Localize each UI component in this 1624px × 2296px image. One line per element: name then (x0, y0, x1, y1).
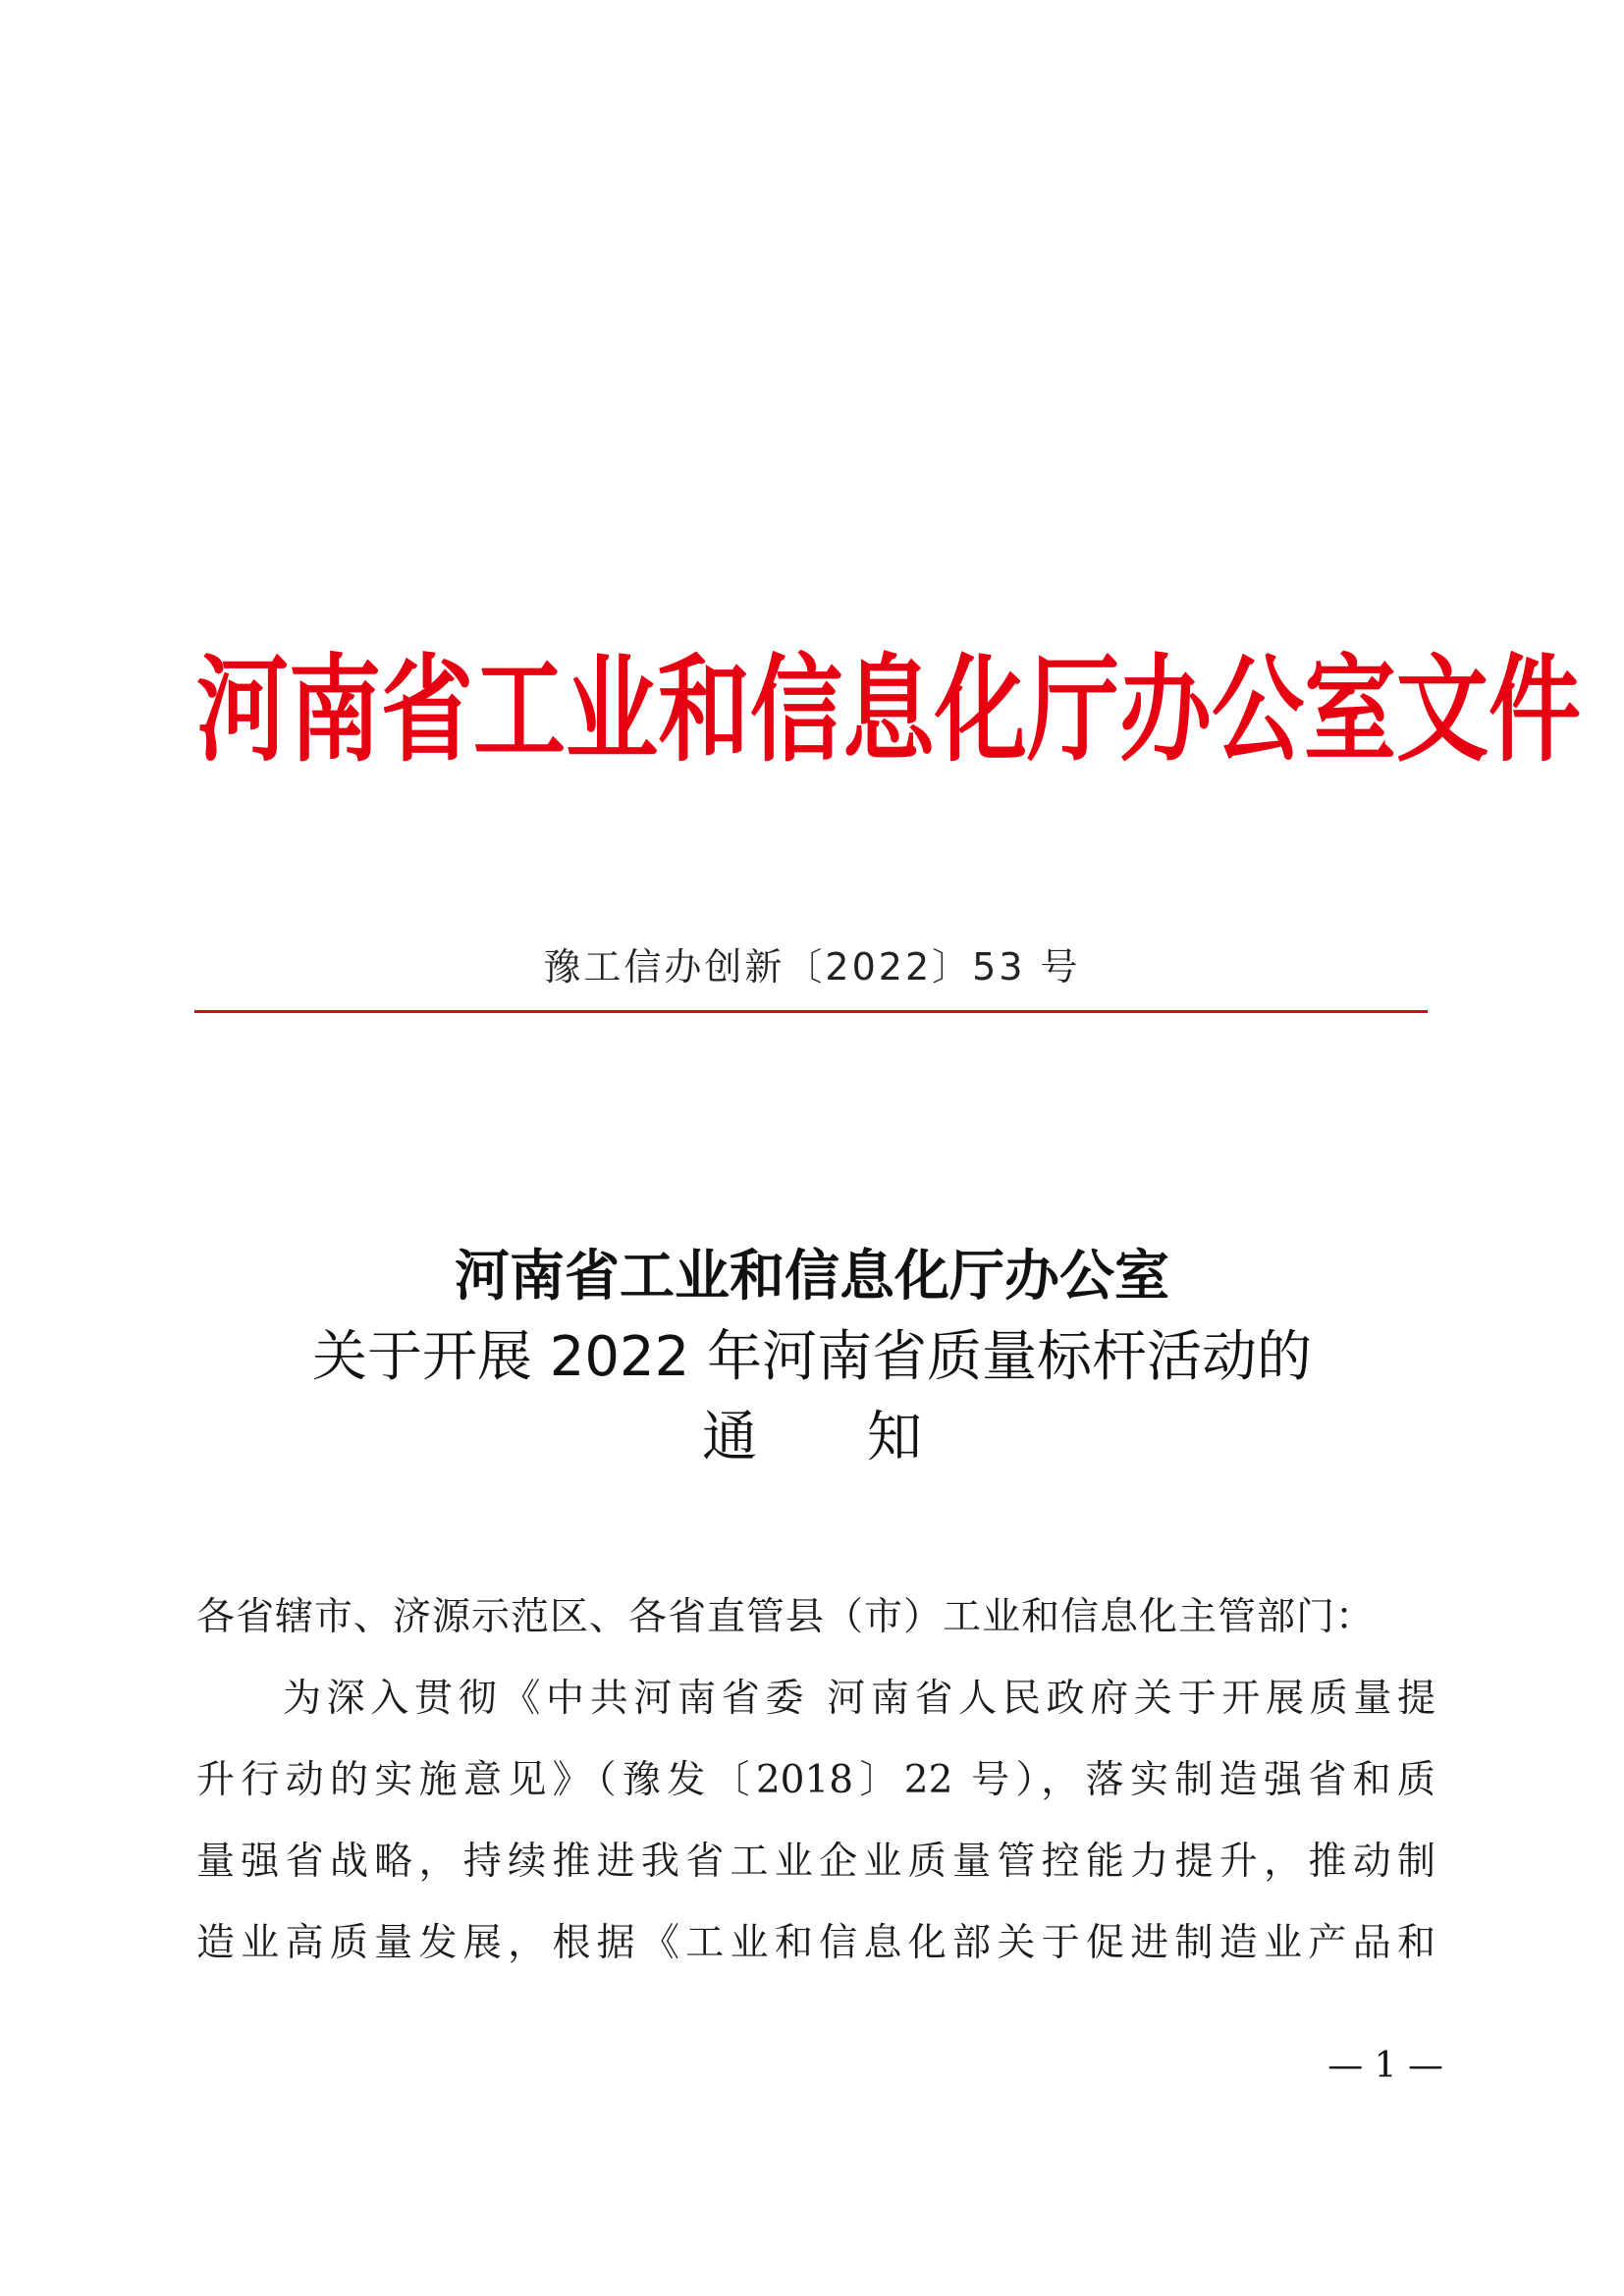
title-subject: 关于开展 2022 年河南省质量标杆活动的 (311, 1325, 1313, 1389)
document-number: 豫工信办创新〔2022〕53 号 (543, 945, 1081, 988)
document-masthead: 河南省工业和信息化厅办公室文件 (196, 644, 1582, 778)
title-organization: 河南省工业和信息化厅办公室 (455, 1244, 1169, 1308)
page-number: — 1 — (1327, 2046, 1443, 2086)
salutation: 各省辖市、济源示范区、各省直管县（市）工业和信息化主管部门： (196, 1595, 1376, 1639)
body-line-3: 量强省战略，持续推进我省工业企业质量管控能力提升，推动制 (196, 1840, 1435, 1884)
body-line-1: 为深入贯彻《中共河南省委 河南省人民政府关于开展质量提 (283, 1677, 1435, 1721)
title-document-kind: 通 知 (702, 1406, 922, 1469)
body-line-2: 升行动的实施意见》（豫发〔2018〕22 号），落实制造强省和质 (196, 1758, 1435, 1802)
red-separator-line (194, 1010, 1428, 1013)
body-line-4: 造业高质量发展，根据《工业和信息化部关于促进制造业产品和 (196, 1921, 1435, 1965)
